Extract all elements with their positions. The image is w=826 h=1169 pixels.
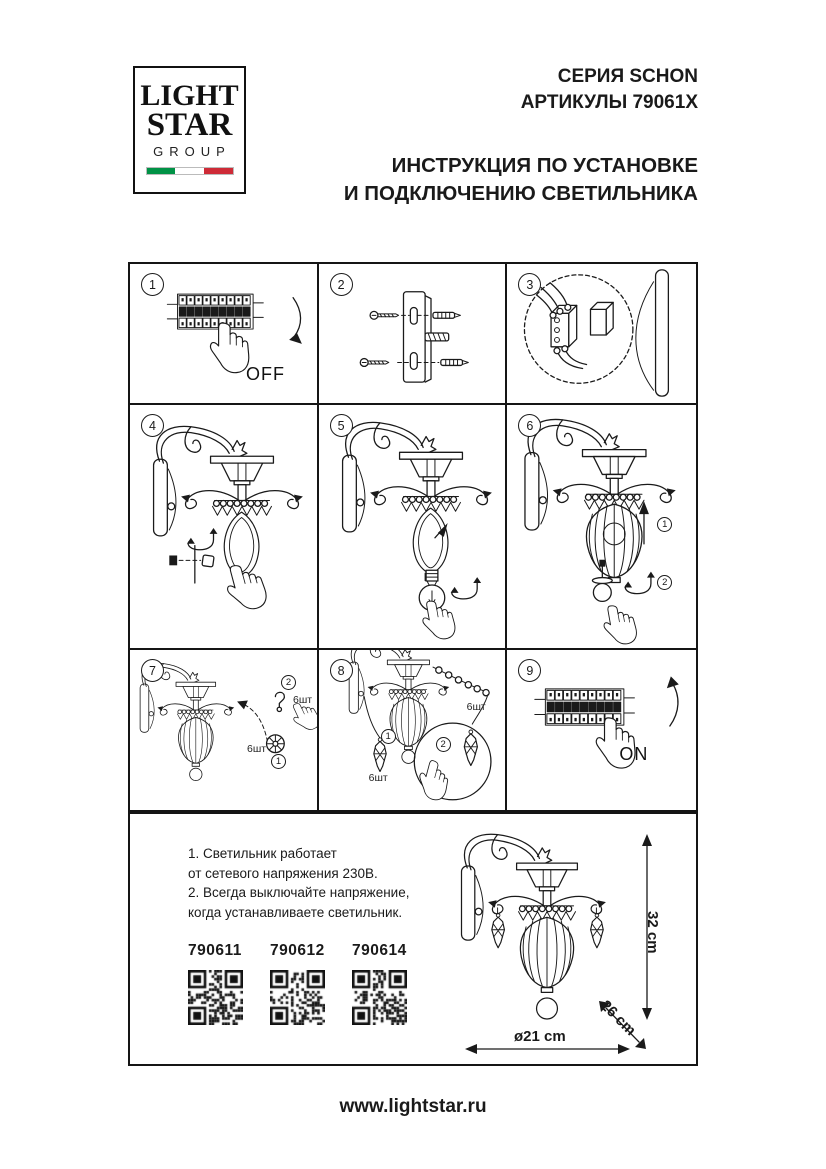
callout-1: 1 xyxy=(271,754,286,769)
instruction-title-line2: И ПОДКЛЮЧЕНИЮ СВЕТИЛЬНИКА xyxy=(343,181,698,205)
flag-red xyxy=(204,168,233,174)
note-line-4: когда устанавливаете светильник. xyxy=(188,905,403,921)
safety-notes xyxy=(188,844,409,923)
header-text xyxy=(344,64,698,208)
dimension-diameter: ø21 cm xyxy=(514,1028,566,1045)
callout-1: 1 xyxy=(381,729,396,744)
lightstar-logo xyxy=(133,66,246,194)
note-line-1: 1. Светильник работает xyxy=(188,846,337,861)
step-cell-4 xyxy=(130,405,319,650)
on-label: ON xyxy=(619,744,649,764)
qty-hooks: 6шт xyxy=(293,694,313,706)
step-number-3: 3 xyxy=(518,273,541,296)
instruction-title xyxy=(344,152,698,209)
note-line-3: 2. Всегда выключайте напряжение, xyxy=(188,885,410,901)
step-number-1: 1 xyxy=(141,273,164,296)
logo-word-light: LIGHT xyxy=(140,79,239,112)
step-cell-2 xyxy=(319,264,508,405)
articles-title: АРТИКУЛЫ 79061X xyxy=(520,91,698,113)
qr-code-790612 xyxy=(270,970,325,1025)
step-number-6: 6 xyxy=(518,414,541,437)
step-cell-3 xyxy=(507,264,696,405)
qr-codes xyxy=(188,970,434,1030)
step-cell-6 xyxy=(507,405,696,650)
steps-grid xyxy=(128,262,698,812)
note-line-2: от сетевого напряжения 230В. xyxy=(188,865,378,881)
italian-flag-bar xyxy=(146,167,234,175)
article-numbers xyxy=(188,942,434,960)
callout-1: 1 xyxy=(657,517,672,532)
article-number-1: 790611 xyxy=(188,942,242,959)
article-number-2: 790612 xyxy=(270,942,325,959)
step-cell-1 xyxy=(130,264,319,405)
step-cell-5 xyxy=(319,405,508,650)
article-number-3: 790614 xyxy=(352,942,407,959)
step-4-hang-fixture-illustration xyxy=(130,405,317,648)
step-number-7: 7 xyxy=(141,659,164,682)
dimension-height: 32 cm xyxy=(644,911,661,954)
step-cell-7 xyxy=(130,650,319,810)
logo-word-star: STAR xyxy=(146,106,233,143)
step-cell-8 xyxy=(319,650,508,810)
step-number-2: 2 xyxy=(330,273,353,296)
callout-2: 2 xyxy=(657,575,672,590)
logo-word-group: GROUP xyxy=(153,143,231,159)
step-number-4: 4 xyxy=(141,414,164,437)
step-5-install-bulb-illustration xyxy=(319,405,506,648)
step-number-5: 5 xyxy=(330,414,353,437)
qr-code-790614 xyxy=(352,970,407,1025)
flag-green xyxy=(147,168,176,174)
website-url: www.lightstar.ru xyxy=(339,1096,487,1117)
callout-2: 2 xyxy=(281,675,296,690)
qty-rosettes: 6шт xyxy=(247,743,267,755)
step-cell-9 xyxy=(507,650,696,810)
callout-2: 2 xyxy=(436,737,451,752)
instruction-title-line1: ИНСТРУКЦИЯ ПО УСТАНОВКЕ xyxy=(391,153,698,177)
qty-crystals: 6шт xyxy=(368,772,388,784)
series-title: СЕРИЯ SCHON xyxy=(557,66,698,87)
flag-white xyxy=(175,168,204,174)
qty-garlands: 6шт xyxy=(466,701,486,713)
step-number-8: 8 xyxy=(330,659,353,682)
off-label: OFF xyxy=(246,364,285,384)
qr-code-790611 xyxy=(188,970,243,1025)
info-panel xyxy=(128,812,698,1066)
step-number-9: 9 xyxy=(518,659,541,682)
dimension-depth: 26 cm xyxy=(596,997,640,1040)
